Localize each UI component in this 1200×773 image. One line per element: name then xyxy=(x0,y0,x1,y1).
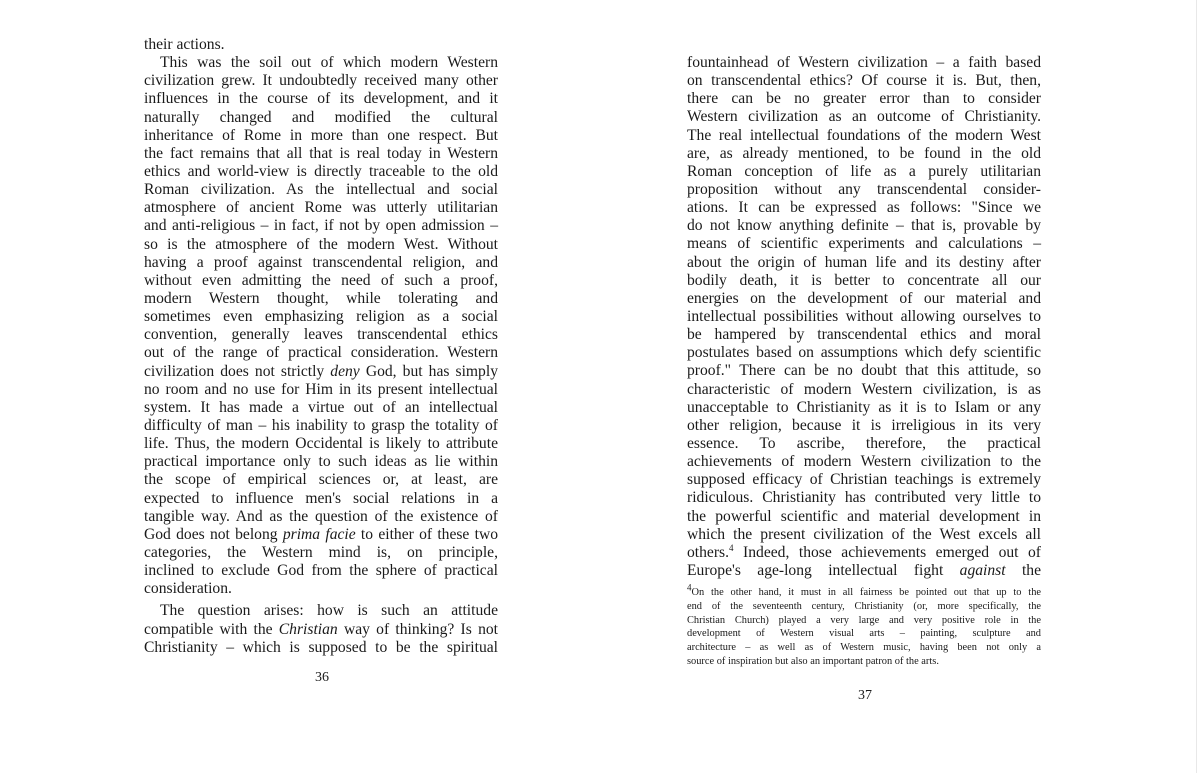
text-line: which the present civilization of the West excels all xyxy=(687,525,1041,543)
text-run: On the other hand, it must in all fairness be pointed out that up to the xyxy=(691,587,1041,598)
text-line: so is the atmosphere of the modern West. Without xyxy=(144,235,498,253)
text-line: sometimes even emphasizing religion as a social xyxy=(144,308,498,326)
left-page-text xyxy=(144,36,498,657)
text-line: intellectual possibilities without allowing ourselves to xyxy=(687,307,1041,325)
text-line: The question arises: how is such an attitude xyxy=(160,602,498,620)
text-run: compatible with the xyxy=(144,620,279,638)
text-line: influences in the course of its development, and it xyxy=(144,90,498,108)
text-run: to either of these two xyxy=(355,525,499,543)
text-line: The real intellectual foundations of the modern West xyxy=(687,126,1041,144)
text-line xyxy=(687,562,1041,580)
text-line: characteristic of modern Western civilization, is as xyxy=(687,380,1041,398)
page-number-right: 37 xyxy=(858,688,872,703)
text-line: the fact remains that all that is real today in Western xyxy=(144,144,498,162)
text-line: no room and no use for Him in its present intellectual xyxy=(144,380,498,398)
text-line: supposed efficacy of Christian teachings is extremely xyxy=(687,471,1041,489)
text-line: system. It has made a virtue out of an intellectual xyxy=(144,398,498,416)
text-line: civilization grew. It undoubtedly received many other xyxy=(144,72,498,90)
footnote-line: Christian Church) played a very large and very positive role in the xyxy=(687,614,1041,626)
italic-text: Christian xyxy=(278,620,338,638)
text-line: and anti-religious – in fact, if not by open admission – xyxy=(144,217,498,235)
text-line xyxy=(144,363,498,381)
text-line: essence. To ascribe, therefore, the practical xyxy=(687,434,1041,452)
text-line: the powerful scientific and material development in xyxy=(687,507,1041,525)
text-line: ridiculous. Christianity has contributed very little to xyxy=(687,489,1041,507)
text-line: out of the range of practical consideration. Western xyxy=(144,344,498,362)
text-run: God, but has simply xyxy=(359,362,498,380)
text-line: their actions. xyxy=(144,36,225,53)
text-line: energies on the development of our material and xyxy=(687,289,1041,307)
text-run: Europe's age-long intellectual fight xyxy=(687,561,960,579)
text-line: inclined to exclude God from the sphere of practical xyxy=(144,562,498,580)
page-number-left: 36 xyxy=(315,670,329,685)
text-line: the scope of empirical sciences or, at least, are xyxy=(144,471,498,489)
text-line: tangible way. And as the question of the existence of xyxy=(144,507,498,525)
text-line: practical importance only to such ideas as lie within xyxy=(144,453,498,471)
footnote-marker: 4 xyxy=(687,582,692,593)
text-line: means of scientific experiments and calculations – xyxy=(687,235,1041,253)
footnote-line: development of Western visual arts – painting, sculpture and xyxy=(687,628,1041,640)
text-line: atmosphere of ancient Rome was utterly utilitarian xyxy=(144,199,498,217)
text-line: difficulty of man – his inability to grasp the totality of xyxy=(144,416,498,434)
text-line: ations. It can be expressed as follows: "Since we xyxy=(687,199,1041,217)
text-line xyxy=(144,621,498,639)
text-line: proposition without any transcendental consider- xyxy=(687,180,1041,198)
text-line: having a proof against transcendental religion, and xyxy=(144,253,498,271)
text-line: postulates based on assumptions which defy scientific xyxy=(687,344,1041,362)
text-line: other religion, because it is irreligious in its very xyxy=(687,416,1041,434)
text-run: Indeed, those achievements emerged out of xyxy=(733,543,1041,561)
text-run: God does not belong xyxy=(144,525,283,543)
text-line: without even admitting the need of such a proof, xyxy=(144,271,498,289)
text-line: proof." There can be no doubt that this attitude, so xyxy=(687,362,1041,380)
text-line: achievements of modern Western civilization to the xyxy=(687,453,1041,471)
text-run: others. xyxy=(687,543,730,561)
text-line: Roman civilization. As the intellectual and social xyxy=(144,181,498,199)
text-line: modern Western thought, while tolerating and xyxy=(144,289,498,307)
text-line: be hampered by transcendental ethics and moral xyxy=(687,326,1041,344)
footnote-line xyxy=(687,582,1041,600)
text-line: about the origin of human life and its destiny after xyxy=(687,253,1041,271)
text-line: consideration. xyxy=(144,580,232,598)
text-line: are, as already mentioned, to be found in the old xyxy=(687,144,1041,162)
footnote-reference: 4 xyxy=(729,542,734,553)
text-line: convention, generally leaves transcendental ethics xyxy=(144,326,498,344)
text-line: ethics and world-view is directly traceable to the old xyxy=(144,162,498,180)
text-line xyxy=(687,544,1041,562)
text-line: Roman conception of life as a purely utilitarian xyxy=(687,162,1041,180)
text-line: Western civilization as an outcome of Christianity. xyxy=(687,108,1041,126)
text-run: civilization does not strictly xyxy=(144,362,331,380)
text-line: categories, the Western mind is, on principle, xyxy=(144,543,498,561)
italic-text: deny xyxy=(330,362,360,380)
text-line: This was the soil out of which modern Western xyxy=(160,54,498,72)
footnote-line: architecture – as well as of Western music, having been not only a xyxy=(687,642,1041,654)
italic-text: against xyxy=(959,561,1006,579)
text-line: life. Thus, the modern Occidental is likely to attribute xyxy=(144,435,498,453)
text-line: unacceptable to Christianity as it is to Islam or any xyxy=(687,398,1041,416)
text-line: inheritance of Rome in more than one respect. But xyxy=(144,126,498,144)
text-line: there can be no greater error than to consider xyxy=(687,90,1041,108)
footnote xyxy=(687,582,1041,669)
text-line: Christianity – which is supposed to be the spiritual xyxy=(144,638,498,656)
text-line: naturally changed and modified the cultural xyxy=(144,108,498,126)
text-line xyxy=(144,526,498,544)
text-line: do not know anything definite – that is, provable by xyxy=(687,217,1041,235)
right-page-text xyxy=(687,54,1041,580)
page-edge xyxy=(1196,0,1197,773)
text-line: bodily death, it is better to concentrate all our xyxy=(687,271,1041,289)
text-run: way of thinking? Is not xyxy=(337,620,498,638)
text-line: on transcendental ethics? Of course it is. But, then, xyxy=(687,72,1041,90)
text-line: expected to influence men's social relations in a xyxy=(144,489,498,507)
text-line: fountainhead of Western civilization – a faith based xyxy=(687,54,1041,71)
footnote-line: end of the seventeenth century, Christianity (or, more specifically, the xyxy=(687,600,1041,612)
text-run: the xyxy=(1005,561,1041,579)
italic-text: prima facie xyxy=(282,525,356,543)
footnote-line: source of inspiration but also an important patron of the arts. xyxy=(687,655,939,667)
